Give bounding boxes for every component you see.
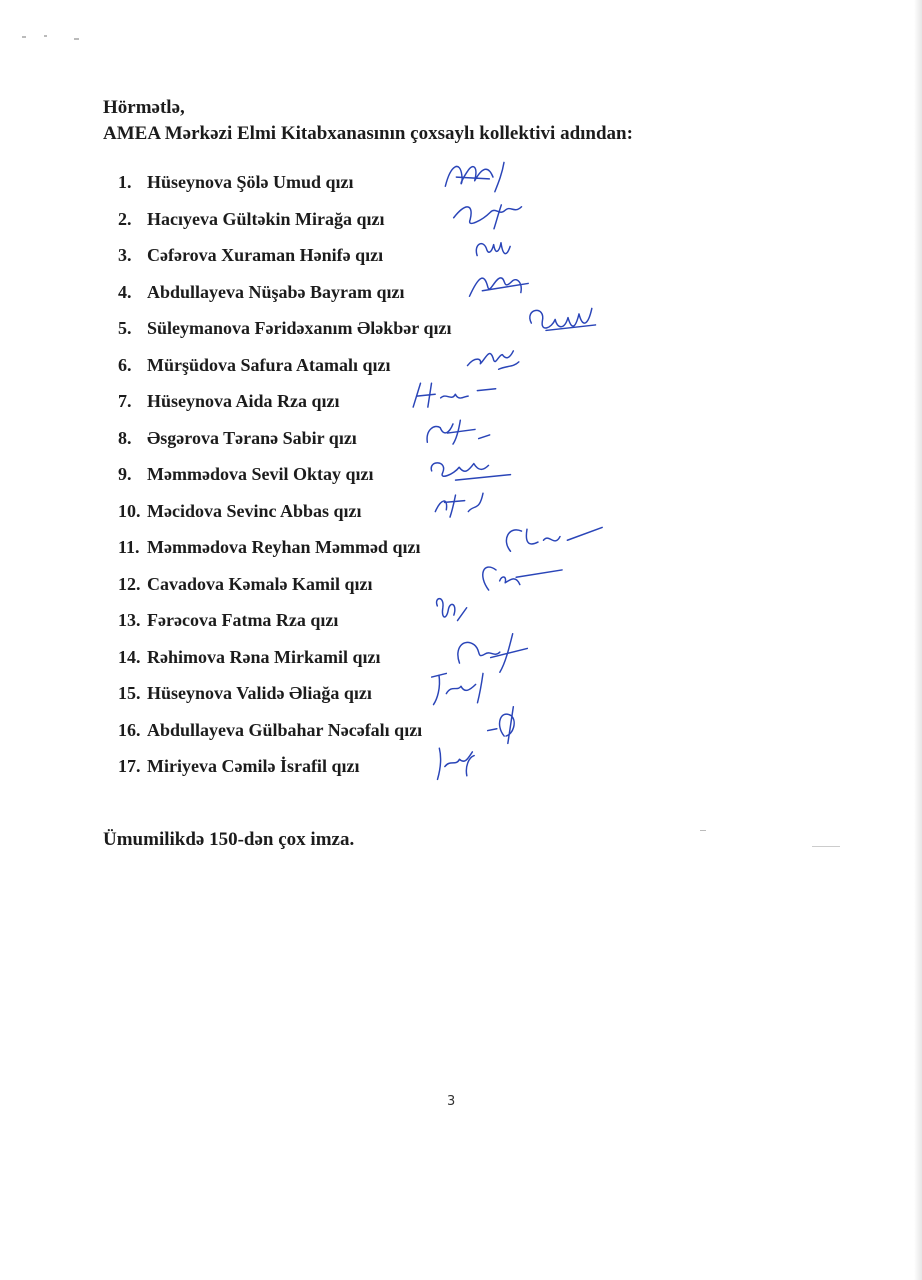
page-number: 3	[447, 1094, 456, 1109]
letter-greeting: Hörmətlə,	[103, 97, 185, 118]
signatory-row	[0, 204, 922, 234]
signatory-name: Miriyeva Cəmilə İsrafil qızı	[147, 756, 360, 776]
letter-intro: AMEA Mərkəzi Elmi Kitabxanasının çoxsaylı kollektivi adından:	[103, 123, 633, 144]
scan-speck	[700, 830, 706, 831]
signatory-number: 16.	[118, 719, 141, 740]
signatory-name: Abdullayeva Nüşabə Bayram qızı	[147, 281, 405, 302]
signatory-number: 10.	[118, 500, 141, 521]
signatory-number: 15.	[118, 683, 141, 703]
signatory-row	[0, 496, 922, 526]
signatory-name: Hüseynova Şölə Umud qızı	[147, 172, 354, 192]
signatory-row	[0, 240, 922, 270]
signatory-row	[0, 277, 922, 307]
signatory-number: 5.	[118, 318, 132, 338]
signature-total: Ümumilikdə 150-dən çox imza.	[103, 829, 355, 850]
signatory-number: 1.	[118, 172, 132, 192]
signatory-number: 12.	[118, 573, 141, 594]
signatory-number: 6.	[118, 354, 132, 375]
signatory-number: 14.	[118, 646, 141, 667]
scan-speck	[44, 35, 47, 37]
signatory-number: 11.	[118, 537, 140, 557]
signatory-row	[0, 313, 922, 343]
signatory-name: Cəfərova Xuraman Hənifə qızı	[147, 245, 384, 265]
signatory-number: 2.	[118, 208, 132, 229]
signatory-number: 9.	[118, 464, 132, 484]
signatory-name: Hacıyeva Gültəkin Mirağa qızı	[147, 208, 385, 229]
signatory-number: 3.	[118, 245, 132, 265]
scan-speck	[22, 36, 26, 38]
signatory-name: Məmmədova Reyhan Məmməd qızı	[147, 537, 421, 557]
signatory-name: Fərəcova Fatma Rza qızı	[147, 610, 339, 630]
signatory-name: Məmmədova Sevil Oktay qızı	[147, 464, 374, 484]
signatory-number: 17.	[118, 756, 141, 776]
signatory-number: 7.	[118, 391, 132, 411]
signatory-row	[0, 678, 922, 708]
signatory-name: Rəhimova Rəna Mirkamil qızı	[147, 646, 381, 667]
scan-speck	[74, 38, 79, 40]
signatory-row	[0, 751, 922, 781]
handwritten-signature-icon	[432, 737, 542, 787]
signatory-number: 8.	[118, 427, 132, 448]
signatory-number: 13.	[118, 610, 141, 630]
signatory-name: Hüseynova Aida Rza qızı	[147, 391, 340, 411]
scan-speck	[812, 846, 840, 847]
signatory-name: Mürşüdova Safura Atamalı qızı	[147, 354, 391, 375]
signatory-row	[0, 532, 922, 562]
signatory-name: Süleymanova Fəridəxanım Ələkbər qızı	[147, 318, 452, 338]
signatory-number: 4.	[118, 281, 132, 302]
signatory-name: Hüseynova Validə Əliağa qızı	[147, 683, 372, 703]
signatory-name: Cavadova Kəmalə Kamil qızı	[147, 573, 373, 594]
signatory-name: Məcidova Sevinc Abbas qızı	[147, 500, 362, 521]
signatory-name: Abdullayeva Gülbahar Nəcəfalı qızı	[147, 719, 423, 740]
signatory-name: Əsgərova Təranə Sabir qızı	[147, 427, 357, 448]
